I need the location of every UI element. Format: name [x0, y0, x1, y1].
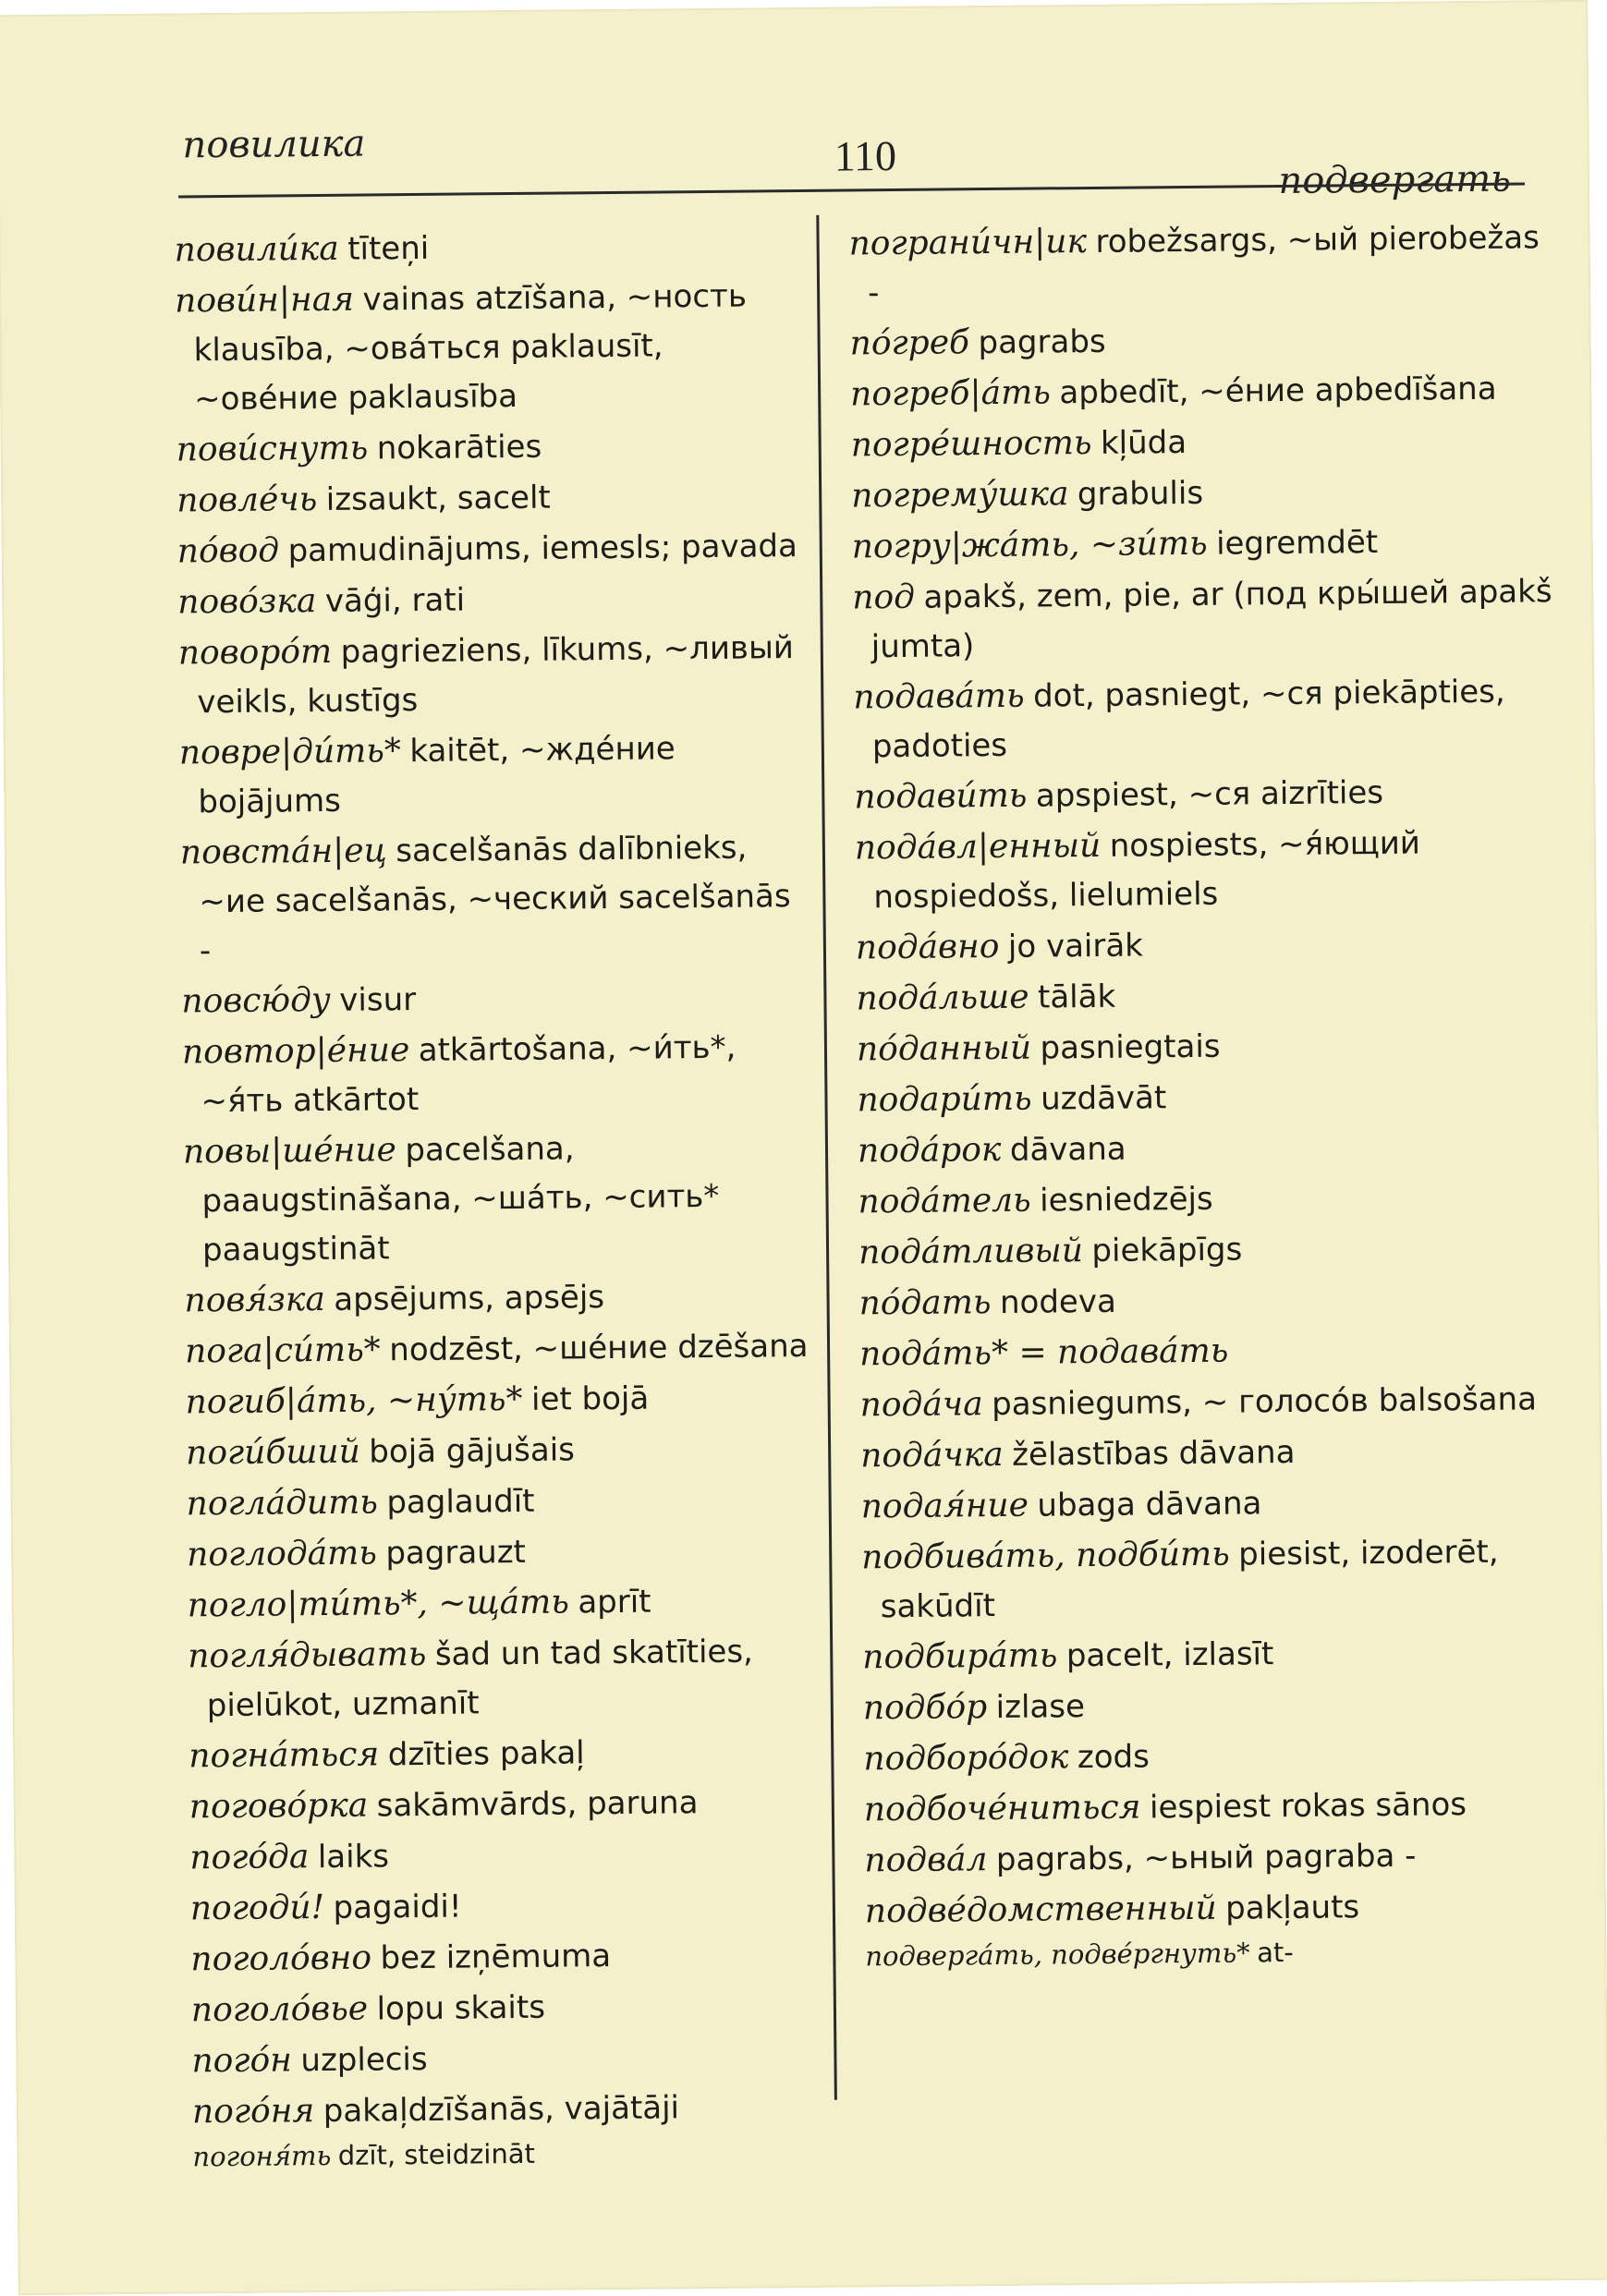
entry-headword: пода́вл|енный: [854, 826, 1102, 868]
entry-headword: погрему́шка: [851, 475, 1069, 516]
entry-headword: пого́ня: [191, 2092, 315, 2132]
entry-headword: подве́домственный: [864, 1889, 1217, 1931]
entry-headword: пога|си́ть*: [184, 1330, 382, 1371]
entry-headword: подбо́р: [862, 1688, 988, 1728]
entry-headword: по́данный: [856, 1028, 1032, 1069]
entry-translation: nokarāties: [376, 428, 542, 468]
entry-headword: пода́льше: [856, 978, 1029, 1018]
dictionary-entry: [864, 1829, 1566, 1885]
dictionary-entry: [186, 1423, 814, 1478]
entry-translation: pagaidi!: [333, 1888, 462, 1926]
dictionary-entry: [192, 2082, 821, 2137]
entry-headword: подая́ние: [860, 1486, 1029, 1526]
dictionary-entry: [858, 1221, 1561, 1277]
entry-translation: aprīt: [578, 1583, 651, 1622]
entry-translation: pacelt, izlasīt: [1065, 1635, 1274, 1675]
entry-headword: подави́ть: [854, 776, 1028, 817]
dictionary-entry: [176, 419, 804, 475]
dictionary-entry: [191, 1980, 820, 2035]
entry-translation: bez izņēmuma: [380, 1938, 612, 1977]
entry-headword: пого́да: [189, 1838, 310, 1877]
dictionary-entry: [850, 414, 1552, 469]
entry-translation: šad un tad skatīties, pielūkot, uzmanīt: [206, 1633, 754, 1725]
entry-headword: пови́н|ная: [174, 280, 355, 321]
entry-translation: dzīties pakaļ: [387, 1734, 585, 1774]
entry-translation: vainas atzīšana, ~ность klausība, ~ова́ться paklausīt, ~ове́ние paklausība: [193, 277, 748, 419]
entry-headword: погна́ться: [189, 1735, 380, 1776]
entry-translation: pacelšana, paaugstināšana, ~ша́ть, ~сить* paaugstināt: [201, 1130, 720, 1269]
dictionary-entry: [858, 1272, 1561, 1328]
dictionary-entry: [857, 1018, 1559, 1074]
dictionary-entry: [179, 723, 809, 827]
entry-headword: повре|ди́ть*: [178, 732, 402, 772]
entry-translation: nodeva: [999, 1282, 1116, 1321]
entry-headword: пода́тель: [858, 1181, 1031, 1221]
entry-headword: пода́ча: [859, 1385, 983, 1425]
entry-translation: nodzēst, ~ше́ние dzēšana: [389, 1327, 809, 1369]
dictionary-entry: [192, 2132, 821, 2177]
dictionary-entry: [861, 1526, 1564, 1631]
entry-translation: grabulis: [1077, 474, 1204, 514]
dictionary-entry: [858, 1120, 1560, 1175]
dictionary-entry: [175, 271, 804, 424]
entry-headword: пого́н: [191, 2041, 293, 2081]
entry-headword: погиб|а́ть, ~ну́ть*: [185, 1379, 523, 1422]
dictionary-entry: [854, 766, 1556, 821]
entry-translation: pagrabs: [978, 322, 1106, 362]
dictionary-entry: [852, 516, 1554, 571]
dictionary-entry: [856, 917, 1558, 972]
entry-headword: повили́ка: [174, 229, 339, 270]
dictionary-entry: [864, 1779, 1566, 1834]
dictionary-entry: [855, 817, 1558, 921]
dictionary-entry: [859, 1374, 1562, 1429]
entry-headword: погреб|а́ть: [849, 373, 1052, 414]
entry-translation: sacelšanās dalībnieks, ~ие sacelšanās, ~ческий sacelšanās -: [199, 829, 791, 970]
entry-headword: поголо́вно: [190, 1938, 372, 1979]
dictionary-entry: [187, 1525, 815, 1580]
dictionary-entry: [860, 1425, 1563, 1480]
entry-translation: iet bojā: [530, 1379, 650, 1418]
entry-translation: kļūda: [1100, 423, 1187, 462]
dictionary-entry: [185, 1372, 813, 1427]
entry-translation: pasniegtais: [1040, 1027, 1221, 1067]
dictionary-entry: [177, 521, 806, 577]
entry-headword: подверга́ть, подве́ргнуть*: [865, 1937, 1250, 1973]
dictionary-entry: [849, 312, 1552, 368]
entry-translation: tālāk: [1037, 978, 1116, 1016]
entry-headword: пово́зка: [177, 582, 317, 622]
entry-translation: nospiests, ~я́ющий nospiedošs, lielumiels: [873, 824, 1421, 917]
entry-translation: uzplecis: [300, 2040, 428, 2080]
entry-translation: laiks: [317, 1838, 390, 1877]
entry-headword: повста́н|ец: [179, 832, 387, 872]
dictionary-entry: [189, 1726, 817, 1781]
entry-translation: zods: [1077, 1738, 1150, 1777]
dictionary-entry: [853, 666, 1556, 771]
entry-headword: пограни́чн|ик: [848, 223, 1088, 263]
entry-headword: пови́снуть: [176, 429, 369, 469]
dictionary-entry: [177, 572, 806, 627]
entry-translation: izlase: [995, 1688, 1086, 1727]
entry-headword: подборо́док: [863, 1738, 1069, 1779]
entry-translation: pasniegums, ~ голосо́в balsošana: [991, 1380, 1538, 1424]
entry-headword: повтор|е́ние: [181, 1031, 410, 1072]
entry-headword: погла́дить: [186, 1483, 379, 1524]
entry-headword: пода́чка: [860, 1435, 1004, 1476]
entry-translation: ubaga dāvana: [1037, 1485, 1262, 1525]
entry-translation: robežsargs, ~ый pierobežas -: [867, 219, 1540, 312]
entry-translation: iespiest rokas sānos: [1149, 1786, 1467, 1827]
dictionary-entry: [857, 1069, 1559, 1124]
entry-translation: piekāpīgs: [1091, 1231, 1243, 1270]
dictionary-entry: [188, 1626, 817, 1731]
entry-headword: погре́шность: [850, 423, 1092, 465]
entry-headword: погово́рка: [189, 1786, 369, 1827]
entry-translation: vāģi, rati: [324, 581, 466, 620]
entry-translation: uzdāvāt: [1040, 1079, 1167, 1118]
entry-translation: kaitēt, ~жде́ние bojājums: [198, 730, 676, 821]
entry-headword: повя́зка: [184, 1280, 326, 1320]
entry-translation: pamudinājums, iemesls; pavada: [287, 528, 798, 570]
dictionary-entry: [185, 1321, 813, 1377]
dictionary-entry: [190, 1929, 819, 1985]
entry-translation: dāvana: [1009, 1130, 1126, 1169]
entry-translation: tīteņi: [347, 229, 430, 268]
entry-headword: погру|жа́ть, ~зи́ть: [851, 524, 1208, 566]
entry-translation: piesist, izoderēt, sakūdīt: [880, 1533, 1499, 1626]
entry-translation: jo vairāk: [1007, 927, 1144, 966]
dictionary-entry: [862, 1626, 1564, 1682]
right-column: [848, 213, 1567, 1977]
left-column: [174, 220, 821, 2178]
entry-translation: lopu skaits: [376, 1988, 546, 2028]
entry-headword: погоня́ть: [192, 2139, 332, 2173]
dictionary-entry: [856, 967, 1558, 1023]
dictionary-entry: [189, 1777, 818, 1832]
entry-headword: по́дать: [858, 1283, 992, 1323]
entry-headword: пода́ть* = подава́ть: [858, 1331, 1229, 1374]
entry-headword: под: [852, 577, 916, 617]
entry-headword: поворо́т: [177, 632, 333, 673]
entry-translation: apsējums, apsējs: [334, 1279, 605, 1318]
entry-headword: пода́вно: [855, 927, 1000, 967]
entry-translation: dot, pasniegt, ~ся piekāpties, padoties: [871, 673, 1505, 766]
entry-translation: iesniedzējs: [1039, 1180, 1213, 1220]
dictionary-entry: [863, 1728, 1565, 1783]
entry-translation: apbedīt, ~е́ние apbedīšana: [1059, 370, 1497, 412]
dictionary-entry: [178, 623, 808, 727]
entry-translation: izsaukt, sacelt: [325, 479, 551, 518]
page-number: 110: [834, 131, 897, 180]
dictionary-entry: [863, 1677, 1565, 1732]
entry-headword: повле́чь: [177, 480, 318, 520]
dictionary-entry: [850, 363, 1552, 419]
entry-headword: подари́ть: [857, 1079, 1032, 1120]
dictionary-entry: [174, 220, 802, 275]
dictionary-entry: [181, 971, 810, 1027]
entry-headword: подбира́ть: [862, 1636, 1058, 1677]
entry-translation: žēlastības dāvana: [1012, 1433, 1296, 1474]
entry-translation: pagrieziens, līkums, ~ливый veikls, kustīgs: [197, 629, 795, 722]
entry-headword: пода́рок: [857, 1130, 1002, 1171]
dictionary-entry: [865, 1931, 1567, 1975]
dictionary-entry: [183, 1122, 812, 1275]
entry-translation: bojā gājušais: [369, 1431, 576, 1471]
entry-headword: поги́бший: [185, 1432, 361, 1473]
entry-headword: по́греб: [849, 323, 970, 363]
dictionary-entry: [860, 1476, 1563, 1531]
entry-translation: pakļauts: [1225, 1889, 1360, 1927]
dictionary-entry: [852, 566, 1555, 671]
entry-headword: повсю́ду: [181, 980, 332, 1021]
entry-headword: подбива́ть, подби́ть: [861, 1535, 1230, 1577]
dictionary-entry: [851, 465, 1553, 520]
entry-headword: повы|ше́ние: [182, 1131, 397, 1172]
column-divider: [816, 215, 837, 2100]
dictionary-entry: [858, 1171, 1560, 1226]
dictionary-entry: [190, 1878, 819, 1934]
dictionary-entry: [848, 213, 1552, 317]
dictionary-entry: [182, 1022, 811, 1126]
running-head-right: подвергать: [1278, 157, 1512, 203]
entry-translation: iegremdēt: [1215, 523, 1379, 563]
entry-translation: atkārtošana, ~и́ть*, ~я́ть atkārtot: [201, 1028, 737, 1121]
entry-headword: по́вод: [177, 531, 280, 571]
entry-translation: pagrauzt: [385, 1533, 527, 1573]
entry-translation: dzīt, steidzināt: [337, 2137, 536, 2171]
entry-headword: подбоче́ниться: [863, 1788, 1141, 1829]
entry-headword: подава́ть: [853, 676, 1025, 717]
dictionary-entry: [180, 822, 810, 976]
entry-headword: пода́тливый: [858, 1232, 1084, 1272]
dictionary-entry: [865, 1880, 1567, 1936]
entry-translation: visur: [339, 981, 417, 1019]
entry-translation: apakš, zem, pie, ar (под кры́шей apakš jumta): [870, 573, 1552, 666]
dictionary-entry: [177, 470, 805, 526]
dictionary-entry: [186, 1474, 814, 1529]
entry-headword: подва́л: [864, 1840, 988, 1880]
entry-headword: поголо́вье: [190, 1989, 369, 2030]
entry-translation: apspiest, ~ся aizrīties: [1035, 773, 1384, 815]
dictionary-entry: [191, 2031, 820, 2086]
dictionary-entry: [184, 1270, 812, 1326]
dictionary-entry: [187, 1575, 815, 1631]
running-head-left: повилика: [182, 122, 366, 167]
entry-headword: погло|ти́ть*, ~ща́ть: [187, 1583, 570, 1625]
entry-headword: погоди́!: [189, 1889, 325, 1928]
entry-translation: paglaudīt: [386, 1482, 535, 1522]
entry-translation: pagrabs, ~ьный pagraba -: [995, 1837, 1417, 1879]
entry-translation: sakāmvārds, paruna: [376, 1784, 699, 1825]
entry-translation: pakaļdzīšanās, vajātāji: [323, 2089, 680, 2131]
entry-headword: поглода́ть: [187, 1534, 378, 1574]
dictionary-entry: [189, 1828, 818, 1883]
entry-translation: at-: [1257, 1936, 1294, 1969]
dictionary-entry: [859, 1323, 1562, 1379]
entry-headword: погля́дывать: [188, 1634, 427, 1676]
